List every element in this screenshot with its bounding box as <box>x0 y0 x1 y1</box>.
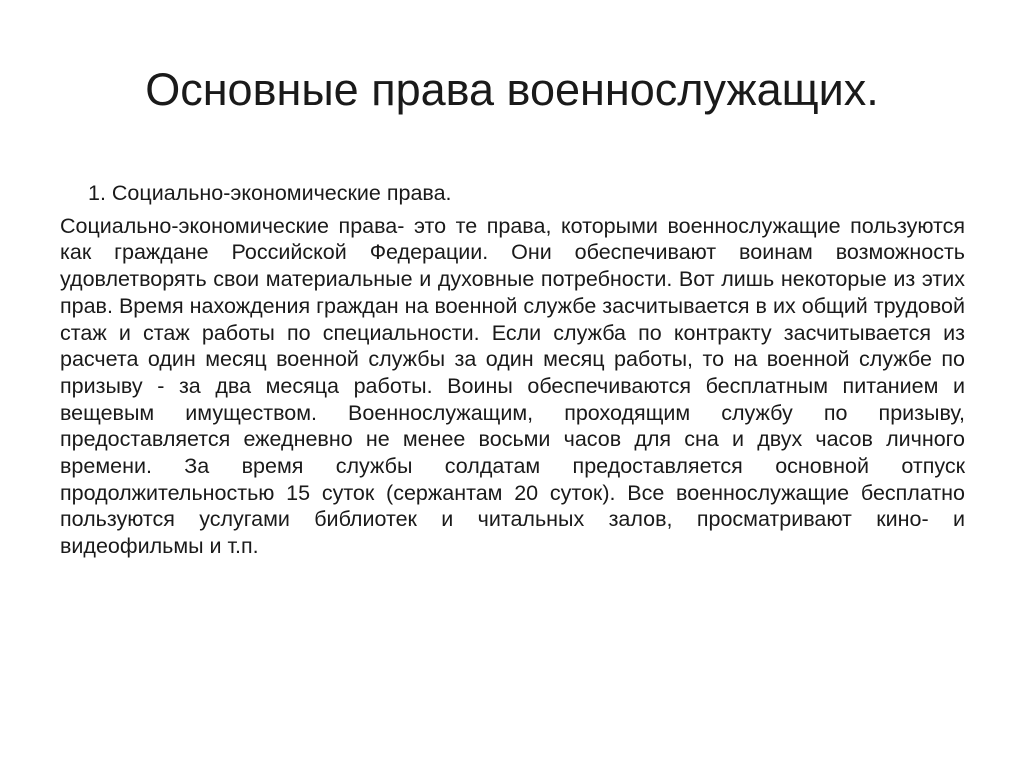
section-heading: 1. Социально-экономические права. <box>88 181 452 205</box>
slide-title: Основные права военнослужащих. <box>145 64 879 115</box>
body-paragraph: Социально-экономические права- это те права, которыми военнослужащие пользуются как граждане Российской Федерации. Они обеспечивают воинам возможность удовлетворять свои материальные и духовные потребности. Вот лишь некоторые из этих прав. Время нахождения граждан на военной службе засчитывается в их общий трудовой стаж и стаж работы по специальности. Если служба по контракту засчитывается из расчета один месяц военной службы за один месяц работы, то на военной службе по призыву - за два месяца работы. Воины обеспечиваются бесплатным питанием и вещевым имуществом. Военнослужащим, проходящим службу по призыву, предоставляется ежедневно не менее восьми часов для сна и двух часов личного времени. За время службы солдатам предоставляется основной отпуск продолжительностью 15 суток (сержантам 20 суток). Все военнослужащие бесплатно пользуются услугами библиотек и читальных залов, просматривают кино- и видеофильмы и т.п. <box>60 213 965 559</box>
slide-content <box>60 180 965 560</box>
